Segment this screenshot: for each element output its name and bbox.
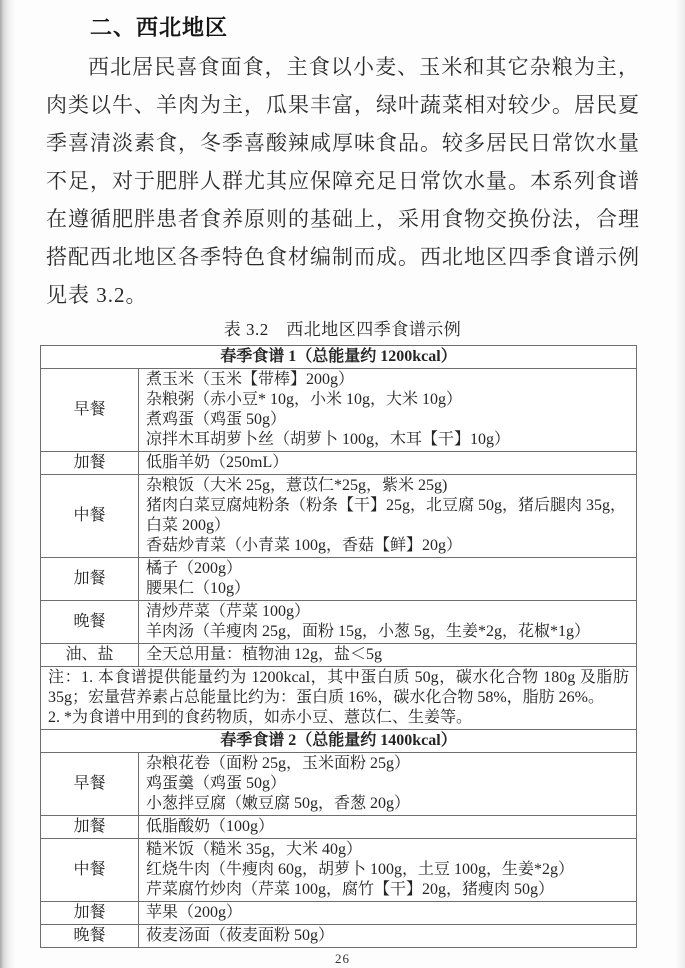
meal-row <box>41 816 637 839</box>
meal-label: 早餐 <box>41 753 139 816</box>
section-heading: 二、西北地区 <box>90 15 229 40</box>
note-row <box>41 667 637 730</box>
meal-row <box>41 452 637 475</box>
meal-label: 加餐 <box>41 816 139 839</box>
dish-item: 猪肉白菜豆腐炖粉条（粉条【干】25g，北豆腐 50g，猪后腿肉 35g，白菜 200g） <box>146 497 627 534</box>
dish-item: 鸡蛋羹（鸡蛋 50g） <box>146 775 287 792</box>
meal-items-cell <box>139 816 637 839</box>
dish-item: 小葱拌豆腐（嫩豆腐 50g，香葱 20g） <box>146 795 411 812</box>
dish-item: 香菇炒青菜（小青菜 100g，香菇【鲜】20g） <box>146 537 463 554</box>
meal-items-cell <box>139 601 637 644</box>
meal-row <box>41 644 637 667</box>
page-number: 26 <box>335 951 350 966</box>
recipe-table-body <box>41 346 637 948</box>
dish-item: 煮玉米（玉米【带棒】200g） <box>146 371 355 388</box>
dish-item: 杂粮饭（大米 25g，薏苡仁*25g，紫米 25g) <box>146 477 448 494</box>
section-header: 春季食谱 2（总能量约 1400kcal） <box>41 730 637 753</box>
dish-item: 杂粮花卷（面粉 25g，玉米面粉 25g） <box>146 755 411 772</box>
meal-label: 中餐 <box>41 475 139 558</box>
dish-item: 低脂酸奶（100g） <box>146 818 275 835</box>
dish-item: 羊肉汤（羊瘦肉 25g，面粉 15g，小葱 5g，生姜*2g，花椒*1g） <box>146 623 591 640</box>
table-caption: 表 3.2 西北地区四季食谱示例 <box>223 320 462 339</box>
dish-item: 橘子（200g） <box>146 560 243 577</box>
dish-item: 糙米饭（糙米 35g，大米 40g） <box>146 841 363 858</box>
dish-item: 莜麦汤面（莜麦面粉 50g） <box>146 927 335 944</box>
meal-label: 晚餐 <box>41 601 139 644</box>
meal-items-cell <box>139 452 637 475</box>
dish-item: 红烧牛肉（牛瘦肉 60g，胡萝卜 100g，土豆 100g，生姜*2g） <box>146 861 575 878</box>
meal-label: 中餐 <box>41 839 139 902</box>
meal-label: 加餐 <box>41 558 139 601</box>
meal-row <box>41 925 637 948</box>
note-line: 注：1. 本食谱提供能量约为 1200kcal，其中蛋白质 50g，碳水化合物 180g 及脂肪35g；宏量营养素占总能量比约为：蛋白质 16%，碳水化合物 58%，脂肪 26%。 <box>48 669 629 706</box>
dish-item: 凉拌木耳胡萝卜丝（胡萝卜 100g，木耳【干】10g） <box>146 431 511 448</box>
meal-items-cell <box>139 558 637 601</box>
dish-item: 低脂羊奶（250mL） <box>146 454 289 471</box>
dish-item: 腰果仁（10g） <box>146 580 251 597</box>
meal-label: 晚餐 <box>41 925 139 948</box>
note-line: 2. *为食谱中用到的食药物质，如赤小豆、薏苡仁、生姜等。 <box>48 709 473 726</box>
table-note <box>41 667 637 730</box>
dish-item: 芹菜腐竹炒肉（芹菜 100g，腐竹【干】20g，猪瘦肉 50g） <box>146 881 555 898</box>
meal-items-cell <box>139 925 637 948</box>
meal-items-cell <box>139 369 637 452</box>
meal-items-cell <box>139 475 637 558</box>
dish-item: 清炒芹菜（芹菜 100g） <box>146 603 311 620</box>
intro-paragraph: 西北居民喜食面食，主食以小麦、玉米和其它杂粮为主，肉类以牛、羊肉为主，瓜果丰富，绿叶蔬菜相对较少。居民夏季喜清淡素食，冬季喜酸辣咸厚味食品。较多居民日常饮水量不足，对于肥胖人群尤其应保障充足日常饮水量。本系列食谱在遵循肥胖患者食养原则的基础上，采用食物交换份法，合理搭配西北地区各季特色食材编制而成。西北地区四季食谱示例见表 3.2。 <box>46 55 640 307</box>
meal-label: 加餐 <box>41 902 139 925</box>
meal-row <box>41 369 637 452</box>
section-header: 春季食谱 1（总能量约 1200kcal） <box>41 346 637 369</box>
meal-label: 加餐 <box>41 452 139 475</box>
recipe-table <box>40 345 637 948</box>
meal-row <box>41 475 637 558</box>
section-header-row <box>41 730 637 753</box>
meal-label: 早餐 <box>41 369 139 452</box>
dish-item: 苹果（200g） <box>146 904 243 921</box>
meal-label: 油、盐 <box>41 644 139 667</box>
meal-row <box>41 753 637 816</box>
meal-items-cell <box>139 644 637 667</box>
section-header-row <box>41 346 637 369</box>
meal-row <box>41 601 637 644</box>
dish-item: 全天总用量：植物油 12g，盐＜5g <box>146 646 383 663</box>
meal-row <box>41 839 637 902</box>
meal-items-cell <box>139 839 637 902</box>
meal-items-cell <box>139 902 637 925</box>
meal-row <box>41 558 637 601</box>
dish-item: 煮鸡蛋（鸡蛋 50g） <box>146 411 287 428</box>
meal-items-cell <box>139 753 637 816</box>
dish-item: 杂粮粥（赤小豆* 10g，小米 10g，大米 10g） <box>146 391 463 408</box>
meal-row <box>41 902 637 925</box>
